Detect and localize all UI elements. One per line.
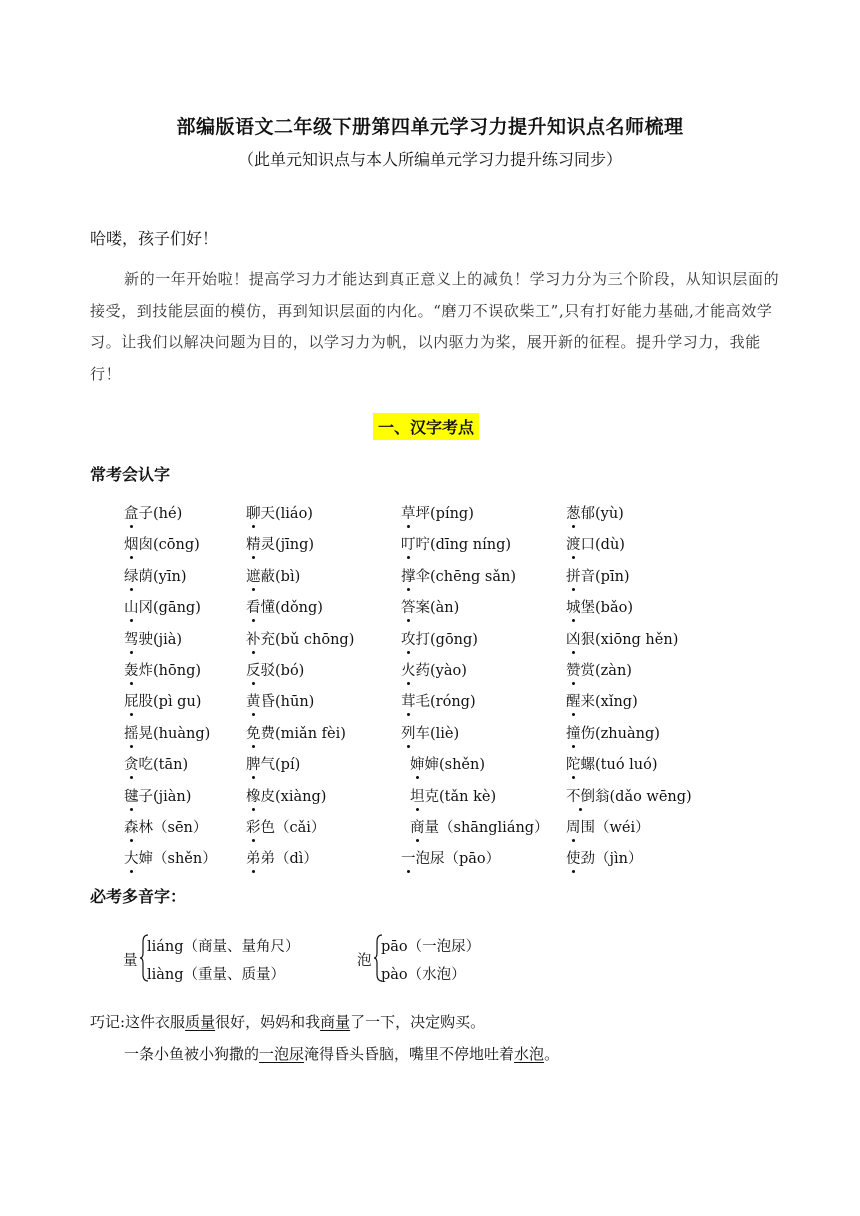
vocab-item: [401, 533, 511, 554]
pinyin-text: 昏(hūn): [260, 694, 315, 711]
vocab-item: [246, 628, 354, 649]
emphasis-char: 黄: [246, 690, 261, 711]
pinyin-text: 伤(zhuàng): [580, 725, 660, 742]
emphasis-char: 茸: [401, 690, 416, 711]
pinyin-text: 荫(yīn): [138, 568, 187, 585]
emphasis-char: 火: [401, 659, 416, 680]
pinyin-text: 皮(xiàng): [260, 788, 327, 805]
greeting: 哈喽，孩子们好！: [90, 229, 219, 248]
vocab-item: [566, 596, 633, 617]
vocab-item: [566, 502, 624, 523]
vocab-item: [246, 753, 300, 774]
vocab-item: [566, 659, 632, 680]
emphasis-char: 赞: [566, 659, 581, 680]
vocab-item: [124, 847, 217, 868]
vocab-item: [401, 628, 478, 649]
pinyin-text: 子(jiàn): [138, 788, 192, 805]
recognize-heading: 常考会认字: [90, 465, 171, 484]
emphasis-char: 烟: [124, 533, 139, 554]
vocab-item: [246, 690, 314, 711]
emphasis-char: 遮: [246, 565, 261, 586]
pinyin-text: 毛(róng): [415, 694, 476, 711]
emphasis-char: 大: [124, 847, 139, 868]
pinyin-text: 音(pīn): [580, 568, 630, 585]
vocab-item: [401, 690, 476, 711]
emphasis-char: 使: [566, 847, 581, 868]
emphasis-char: 叮: [401, 533, 416, 554]
pinyin-text: 来(xǐng): [580, 694, 638, 711]
page-title: 部编版语文二年级下册第四单元学习力提升知识点名师梳理: [176, 116, 684, 138]
pinyin-text: 吃(tān): [138, 757, 189, 774]
vocab-item: [566, 690, 638, 711]
emphasis-char: 婶: [410, 753, 425, 774]
pinyin-text: 郁(yù): [580, 506, 624, 522]
pinyin-text: 晃(huàng): [138, 725, 211, 742]
emphasis-char: 拼: [566, 565, 581, 586]
emphasis-char: 撑: [401, 565, 416, 586]
emphasis-char: 脾: [246, 753, 261, 774]
emphasis-char: 绿: [124, 565, 139, 586]
emphasis-char: 弟: [246, 847, 261, 868]
pinyin-text: 泡尿（pāo）: [415, 851, 501, 868]
emphasis-char: 一: [401, 847, 416, 868]
pinyin-text: 坪(píng): [415, 506, 474, 522]
vocab-item: [124, 690, 201, 711]
vocab-item: [566, 753, 658, 774]
emphasis-char: 森: [124, 816, 139, 837]
vocab-item: [246, 596, 323, 617]
pinyin-text: 驳(bó): [260, 663, 305, 679]
underlined-word: 质量: [185, 1013, 216, 1031]
text-run: 淹得昏头昏脑，嘴里不停地吐着: [304, 1045, 515, 1063]
vocab-item: [124, 816, 207, 837]
underlined-word: 一泡尿: [259, 1045, 305, 1063]
vocab-item: [246, 565, 300, 586]
vocab-item: [566, 628, 678, 649]
page-subtitle: （此单元知识点与本人所编单元学习力提升练习同步）: [237, 150, 622, 169]
vocab-item: [246, 533, 314, 554]
emphasis-char: 彩: [246, 816, 261, 837]
pinyin-text: 冈(gāng): [138, 600, 201, 617]
polyphone-char: 量: [123, 953, 138, 969]
text-run: 一条小鱼被小狗撒的: [124, 1045, 260, 1063]
vocab-item: [124, 533, 200, 554]
pinyin-text: 灵(jīng): [260, 537, 315, 554]
emphasis-char: 城: [566, 596, 581, 617]
emphasis-char: 屁: [124, 690, 139, 711]
pinyin-text: 螺(tuó luó): [580, 757, 658, 774]
text-run: 巧记:这件衣服: [90, 1013, 186, 1031]
emphasis-char: 盒: [124, 502, 139, 523]
emphasis-char: 凶: [566, 628, 581, 649]
pinyin-text: 口(dù): [580, 537, 625, 554]
vocab-item: [124, 785, 191, 806]
emphasis-char: 贪: [124, 753, 139, 774]
polyphone-reading: liàng（重量、质量）: [147, 967, 286, 983]
pinyin-text: 劲（jìn）: [580, 851, 643, 868]
underlined-word: 商量: [320, 1013, 351, 1031]
pinyin-text: 天(liáo): [260, 506, 313, 522]
vocab-item: [124, 596, 201, 617]
vocab-item: [401, 659, 467, 680]
emphasis-char: 醒: [566, 690, 581, 711]
pinyin-text: 炸(hōng): [138, 663, 202, 679]
vocab-item: [246, 816, 325, 837]
vocab-item: [566, 785, 692, 806]
vocab-item: [566, 565, 630, 586]
emphasis-char: 答: [401, 596, 416, 617]
pinyin-text: 案(àn): [415, 600, 460, 617]
emphasis-char: 聊: [246, 502, 261, 523]
vocab-item: [401, 565, 516, 586]
vocab-item: [401, 502, 474, 523]
pinyin-text: 车(liè): [415, 725, 460, 742]
emphasis-char: 橡: [246, 785, 261, 806]
emphasis-char: 商: [410, 816, 425, 837]
emphasis-char: 陀: [566, 753, 581, 774]
vocab-item: [401, 847, 500, 868]
pinyin-text: 懂(dǒng): [260, 600, 323, 617]
vocab-item: [566, 722, 660, 743]
pinyin-text: 克(tǎn kè): [424, 788, 497, 805]
vocab-item: [566, 533, 625, 554]
vocab-item: [246, 722, 346, 743]
emphasis-char: 毽: [124, 785, 139, 806]
emphasis-char: 坦: [410, 785, 425, 806]
text-run: 很好，妈妈和我: [215, 1013, 321, 1031]
pinyin-text: 围（wéi）: [580, 820, 650, 836]
emphasis-char: 精: [246, 533, 261, 554]
vocab-item: [124, 659, 201, 680]
intro-paragraph: 新的一年开始啦！提高学习力才能达到真正意义上的减负！学习力分为三个阶段，从知识层面的接受，到技能层面的模仿，再到知识层面的内化。“磨刀不误砍柴工”,只有打好能力基础,才能高效学习。让我们以解决问题为目的，以学习力为帆，以内驱力为桨，展开新的征程。提升学习力，我能行！: [90, 270, 780, 383]
emphasis-char: 攻: [401, 628, 416, 649]
pinyin-text: 囱(cōng): [138, 537, 200, 554]
emphasis-char: 摇: [124, 722, 139, 743]
pinyin-text: 打(gōng): [415, 631, 478, 648]
vocab-item: [124, 722, 210, 743]
section-heading-characters: 一、汉字考点: [373, 413, 479, 440]
vocab-item: [246, 502, 313, 523]
vocab-item: [401, 596, 459, 617]
vocab-item: [566, 847, 642, 868]
emphasis-char: 驾: [124, 628, 139, 649]
vocab-item: [246, 785, 326, 806]
pinyin-text: 婶（shěn）: [138, 851, 217, 868]
pinyin-text: 费(miǎn fèi): [260, 725, 346, 742]
mnemonic-line-2: [124, 1043, 559, 1064]
polyphone-reading: pào（水泡）: [381, 967, 466, 983]
pinyin-text: 赏(zàn): [580, 663, 632, 679]
vocab-item: [246, 847, 318, 868]
text-run: 。: [544, 1045, 560, 1063]
pinyin-text: 气(pí): [260, 757, 301, 774]
pinyin-text: 股(pì gu): [138, 694, 202, 711]
pinyin-text: 婶(shěn): [424, 757, 486, 774]
emphasis-char: 轰: [124, 659, 139, 680]
pinyin-text: 量（shāngliáng）: [424, 820, 549, 836]
vocab-item: [124, 502, 182, 523]
vocab-item: [124, 565, 186, 586]
pinyin-text: 林（sēn）: [138, 820, 208, 836]
emphasis-char: 渡: [566, 533, 581, 554]
pinyin-text: 翁(dǎo wēng): [595, 788, 692, 805]
vocab-item: [410, 785, 496, 806]
pinyin-text: 子(hé): [138, 506, 183, 522]
pinyin-text: 药(yào): [415, 663, 467, 679]
pinyin-text: 伞(chēng sǎn): [415, 568, 517, 585]
emphasis-char: 补: [246, 628, 261, 649]
vocab-item: [410, 753, 485, 774]
mnemonic-line-1: [90, 1011, 485, 1032]
polyphone-heading: 必考多音字：: [90, 887, 187, 906]
polyphone-reading: pāo（一泡尿）: [381, 939, 481, 955]
vocab-item: [401, 722, 459, 743]
emphasis-char: 不倒: [566, 785, 595, 806]
vocab-item: [566, 816, 650, 837]
vocab-item: [410, 816, 549, 837]
pinyin-text: 堡(bǎo): [580, 600, 633, 617]
vocab-item: [124, 753, 188, 774]
vocab-item: [246, 659, 304, 680]
emphasis-char: 草: [401, 502, 416, 523]
pinyin-text: 弟（dì）: [260, 851, 318, 868]
emphasis-char: 撞: [566, 722, 581, 743]
emphasis-char: 葱: [566, 502, 581, 523]
pinyin-text: 驶(jià): [138, 631, 183, 648]
emphasis-char: 免: [246, 722, 261, 743]
emphasis-char: 反: [246, 659, 261, 680]
emphasis-char: 山: [124, 596, 139, 617]
text-run: 了一下，决定购买。: [350, 1013, 486, 1031]
underlined-word: 水泡: [514, 1045, 545, 1063]
pinyin-text: 色（cǎi）: [260, 820, 326, 836]
pinyin-text: 蔽(bì): [260, 568, 301, 585]
pinyin-text: 狠(xiōng hěn): [580, 631, 679, 648]
vocab-item: [124, 628, 182, 649]
pinyin-text: 咛(dīng níng): [415, 537, 512, 554]
polyphone-reading: liáng（商量、量角尺）: [147, 939, 300, 955]
polyphone-char: 泡: [357, 953, 372, 969]
emphasis-char: 列: [401, 722, 416, 743]
emphasis-char: 看: [246, 596, 261, 617]
pinyin-text: 充(bǔ chōng): [260, 631, 355, 648]
emphasis-char: 周: [566, 816, 581, 837]
